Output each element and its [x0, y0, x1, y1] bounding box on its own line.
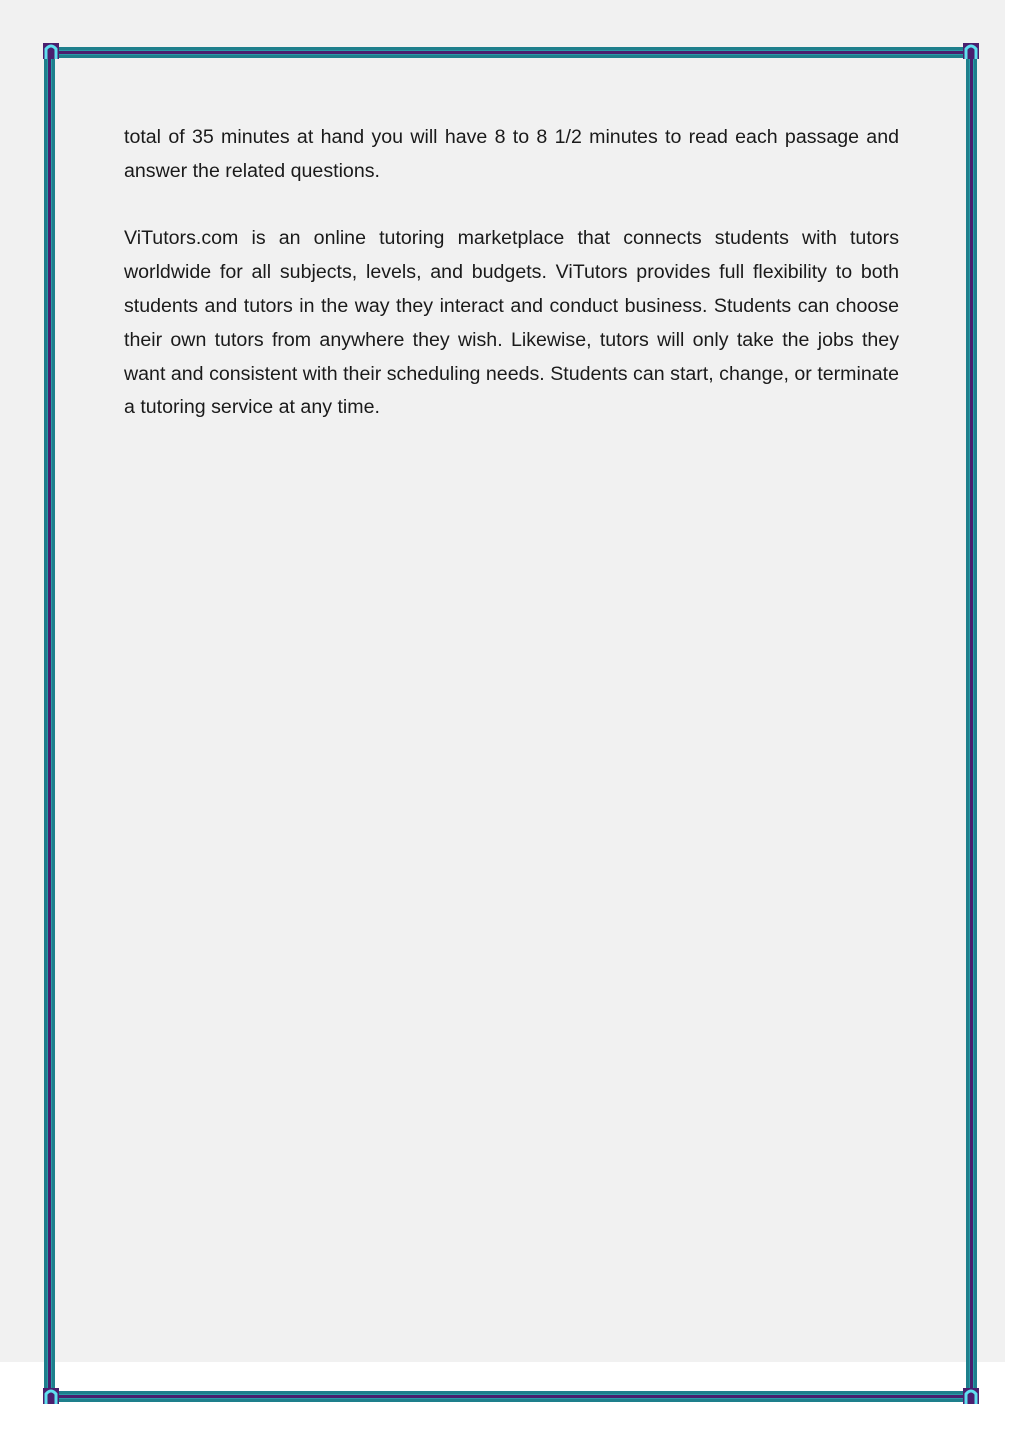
- paragraph-vitutors: ViTutors.com is an online tutoring marketplace that connects students with tutors worldwide for all subjects, levels, and budgets. ViTutors provides full flexibility to both students and tutors in the way they interact and conduct business. Students can choose their own tutors from anywhere they wish. Likewise, tutors will only take the jobs they want and consistent with their scheduling needs. Students can start, change, or terminate a tutoring service at any time.: [124, 227, 899, 419]
- border-corner-icon: [961, 1386, 981, 1406]
- border-corner-icon: [41, 41, 61, 61]
- border-right: [966, 48, 977, 1404]
- paragraph-intro: total of 35 minutes at hand you will have 8 to 8 1/2 minutes to read each passage and answer the related questions.: [124, 126, 899, 182]
- border-bottom: [48, 1391, 974, 1402]
- border-corner-icon: [961, 41, 981, 61]
- border-left: [44, 48, 55, 1404]
- border-corner-icon: [41, 1386, 61, 1406]
- border-top: [48, 47, 974, 58]
- document-body: [124, 121, 899, 425]
